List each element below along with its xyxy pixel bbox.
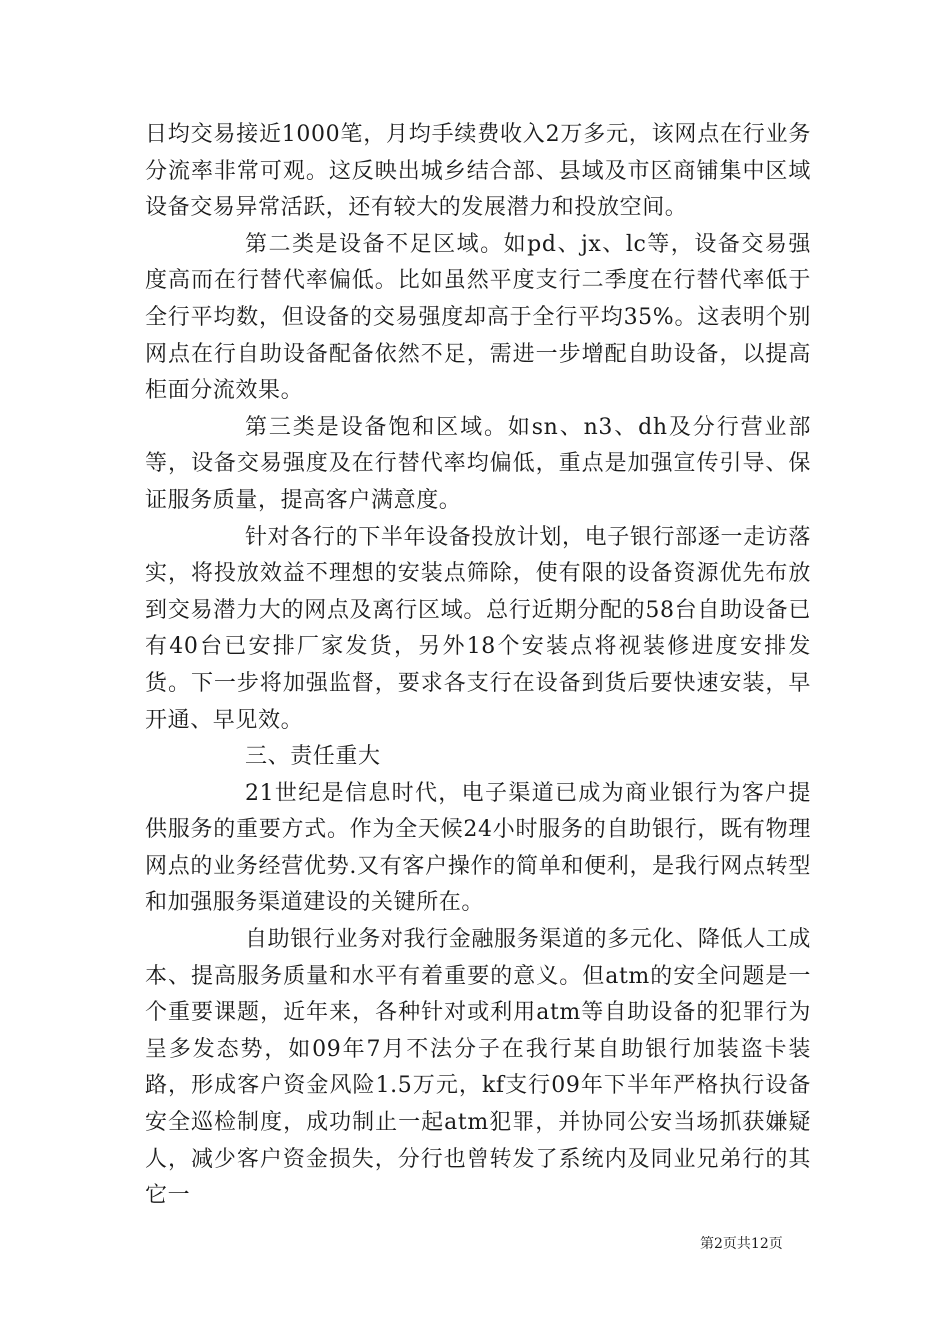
page-number-footer: 第2页共12页 bbox=[700, 1236, 783, 1252]
paragraph-5: 21世纪是信息时代，电子渠道已成为商业银行为客户提供服务的重要方式。作为全天候24小时服务的自助银行，既有物理网点的业务经营优势.又有客户操作的简单和便利，是我行网点转型和加强服务渠道建设的关键所在。 bbox=[145, 780, 811, 916]
paragraph-3: 第三类是设备饱和区域。如sn、n3、dh及分行营业部等，设备交易强度及在行替代率均偏低，重点是加强宣传引导、保证服务质量，提高客户满意度。 bbox=[145, 414, 811, 513]
paragraph-6: 自助银行业务对我行金融服务渠道的多元化、降低人工成本、提高服务质量和水平有着重要的意义。但atm的安全问题是一个重要课题，近年来，各种针对或利用atm等自助设备的犯罪行为呈多发态势，如09年7月不法分子在我行某自助银行加装盗卡装路，形成客户资金风险1.5万元，kf支行09年下半年严格执行设备安全巡检制度，成功制止一起atm犯罪，并协同公安当场抓获嫌疑人，减少客户资金损失，分行也曾转发了系统内及同业兄弟行的其它一 bbox=[145, 927, 811, 1209]
document-body bbox=[145, 117, 811, 1215]
paragraph-2: 第二类是设备不足区域。如pd、jx、lc等，设备交易强度高而在行替代率偏低。比如虽然平度支行二季度在行替代率低于全行平均数，但设备的交易强度却高于全行平均35%。这表明个别网点在行自助设备配备依然不足，需进一步增配自助设备，以提高柜面分流效果。 bbox=[145, 231, 811, 404]
section-heading: 三、责任重大 bbox=[245, 744, 381, 770]
paragraph-4: 针对各行的下半年设备投放计划，电子银行部逐一走访落实，将投放效益不理想的安装点筛除，使有限的设备资源优先布放到交易潜力大的网点及离行区域。总行近期分配的58台自助设备已有40台已安排厂家发货，另外18个安装点将视装修进度安排发货。下一步将加强监督，要求各支行在设备到货后要快速安装，早开通、早见效。 bbox=[145, 524, 811, 733]
paragraph-1: 日均交易接近1000笔，月均手续费收入2万多元，该网点在行业务分流率非常可观。这反映出城乡结合部、县域及市区商铺集中区域设备交易异常活跃，还有较大的发展潜力和投放空间。 bbox=[145, 122, 811, 221]
